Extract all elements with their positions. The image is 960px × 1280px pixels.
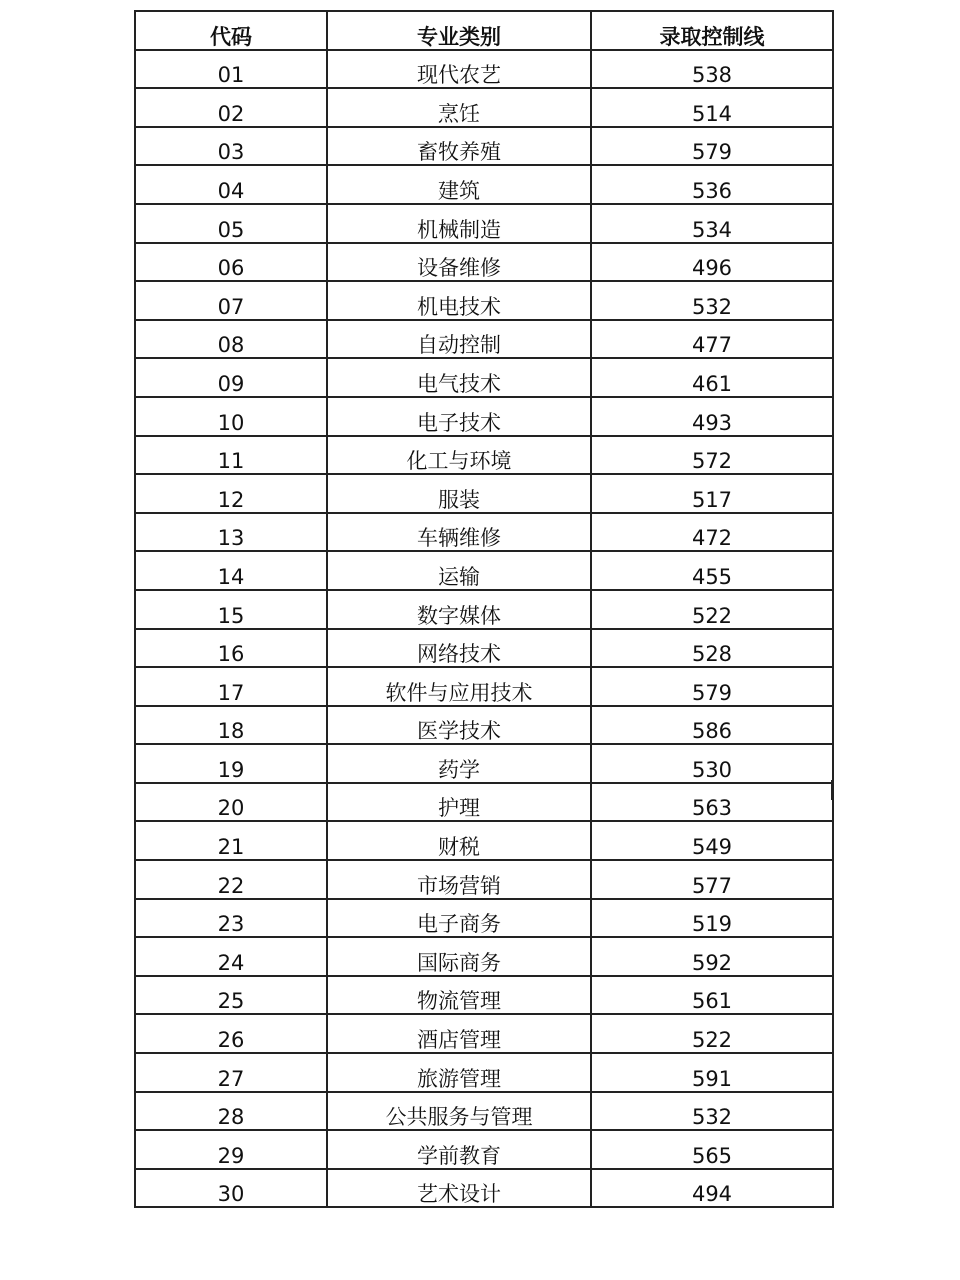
score-cell: 577: [591, 860, 833, 899]
score-cell: 534: [591, 204, 833, 243]
table-row: [135, 88, 833, 127]
major-cell: 设备维修: [327, 243, 591, 282]
major-cell: 机电技术: [327, 281, 591, 320]
code-cell: 14: [135, 551, 327, 590]
score-cell: 579: [591, 667, 833, 706]
major-cell: 网络技术: [327, 629, 591, 668]
code-cell: 19: [135, 744, 327, 783]
score-cell: 494: [591, 1169, 833, 1208]
code-cell: 23: [135, 899, 327, 938]
major-cell: 酒店管理: [327, 1014, 591, 1053]
code-cell: 07: [135, 281, 327, 320]
code-cell: 06: [135, 243, 327, 282]
table-row: [135, 1169, 833, 1208]
major-cell: 国际商务: [327, 937, 591, 976]
major-cell: 公共服务与管理: [327, 1092, 591, 1131]
major-cell: 医学技术: [327, 706, 591, 745]
major-cell: 现代农艺: [327, 50, 591, 89]
table-row: [135, 436, 833, 475]
score-cell: 561: [591, 976, 833, 1015]
major-cell: 烹饪: [327, 88, 591, 127]
code-cell: 15: [135, 590, 327, 629]
table-row: [135, 899, 833, 938]
table-row: [135, 320, 833, 359]
score-cell: 528: [591, 629, 833, 668]
score-cell: 522: [591, 590, 833, 629]
table-row: [135, 243, 833, 282]
code-cell: 24: [135, 937, 327, 976]
table-row: [135, 706, 833, 745]
table-row: [135, 1014, 833, 1053]
code-cell: 12: [135, 474, 327, 513]
code-cell: 22: [135, 860, 327, 899]
table-row: [135, 590, 833, 629]
code-cell: 25: [135, 976, 327, 1015]
code-cell: 17: [135, 667, 327, 706]
table-row: [135, 513, 833, 552]
score-cell: 565: [591, 1130, 833, 1169]
major-cell: 电子商务: [327, 899, 591, 938]
code-cell: 16: [135, 629, 327, 668]
score-cell: 496: [591, 243, 833, 282]
score-cell: 536: [591, 165, 833, 204]
code-cell: 21: [135, 821, 327, 860]
table-row: [135, 127, 833, 166]
table-row: [135, 165, 833, 204]
major-cell: 电气技术: [327, 358, 591, 397]
score-cell: 472: [591, 513, 833, 552]
table-row: [135, 1130, 833, 1169]
major-cell: 旅游管理: [327, 1053, 591, 1092]
major-cell: 电子技术: [327, 397, 591, 436]
score-cell: 461: [591, 358, 833, 397]
code-cell: 27: [135, 1053, 327, 1092]
table-row: [135, 551, 833, 590]
header-code: 代码: [135, 11, 327, 50]
score-cell: 586: [591, 706, 833, 745]
table-row: [135, 281, 833, 320]
header-admission-line: 录取控制线: [591, 11, 833, 50]
table-row: [135, 1092, 833, 1131]
code-cell: 20: [135, 783, 327, 822]
table-row: [135, 204, 833, 243]
table-row: [135, 667, 833, 706]
major-cell: 畜牧养殖: [327, 127, 591, 166]
major-cell: 运输: [327, 551, 591, 590]
code-cell: 30: [135, 1169, 327, 1208]
code-cell: 05: [135, 204, 327, 243]
admission-score-table: [134, 10, 834, 1208]
major-cell: 自动控制: [327, 320, 591, 359]
score-cell: 517: [591, 474, 833, 513]
major-cell: 艺术设计: [327, 1169, 591, 1208]
table-row: [135, 744, 833, 783]
code-cell: 08: [135, 320, 327, 359]
table-row: [135, 783, 833, 822]
code-cell: 18: [135, 706, 327, 745]
major-cell: 物流管理: [327, 976, 591, 1015]
major-cell: 财税: [327, 821, 591, 860]
code-cell: 28: [135, 1092, 327, 1131]
score-cell: 530: [591, 744, 833, 783]
code-cell: 09: [135, 358, 327, 397]
score-cell: 591: [591, 1053, 833, 1092]
major-cell: 药学: [327, 744, 591, 783]
major-cell: 建筑: [327, 165, 591, 204]
table-row: [135, 1053, 833, 1092]
score-cell: 532: [591, 1092, 833, 1131]
major-cell: 学前教育: [327, 1130, 591, 1169]
code-cell: 11: [135, 436, 327, 475]
major-cell: 市场营销: [327, 860, 591, 899]
table-row: [135, 860, 833, 899]
score-cell: 532: [591, 281, 833, 320]
code-cell: 26: [135, 1014, 327, 1053]
table-row: [135, 397, 833, 436]
code-cell: 03: [135, 127, 327, 166]
score-cell: 455: [591, 551, 833, 590]
table-row: [135, 629, 833, 668]
score-cell: 477: [591, 320, 833, 359]
table-row: [135, 976, 833, 1015]
score-cell: 519: [591, 899, 833, 938]
table-row: [135, 358, 833, 397]
major-cell: 护理: [327, 783, 591, 822]
code-cell: 10: [135, 397, 327, 436]
header-major-category: 专业类别: [327, 11, 591, 50]
major-cell: 服装: [327, 474, 591, 513]
code-cell: 13: [135, 513, 327, 552]
score-cell: 493: [591, 397, 833, 436]
score-cell: 563: [591, 783, 833, 822]
code-cell: 02: [135, 88, 327, 127]
code-cell: 29: [135, 1130, 327, 1169]
score-cell: 522: [591, 1014, 833, 1053]
table-row: [135, 821, 833, 860]
score-cell: 572: [591, 436, 833, 475]
major-cell: 机械制造: [327, 204, 591, 243]
major-cell: 数字媒体: [327, 590, 591, 629]
score-cell: 538: [591, 50, 833, 89]
table-header-row: [135, 11, 833, 50]
border-artifact: [831, 780, 834, 800]
code-cell: 04: [135, 165, 327, 204]
major-cell: 化工与环境: [327, 436, 591, 475]
table-row: [135, 474, 833, 513]
code-cell: 01: [135, 50, 327, 89]
table-row: [135, 937, 833, 976]
score-cell: 514: [591, 88, 833, 127]
score-cell: 579: [591, 127, 833, 166]
major-cell: 软件与应用技术: [327, 667, 591, 706]
score-cell: 549: [591, 821, 833, 860]
score-cell: 592: [591, 937, 833, 976]
table-row: [135, 50, 833, 89]
major-cell: 车辆维修: [327, 513, 591, 552]
